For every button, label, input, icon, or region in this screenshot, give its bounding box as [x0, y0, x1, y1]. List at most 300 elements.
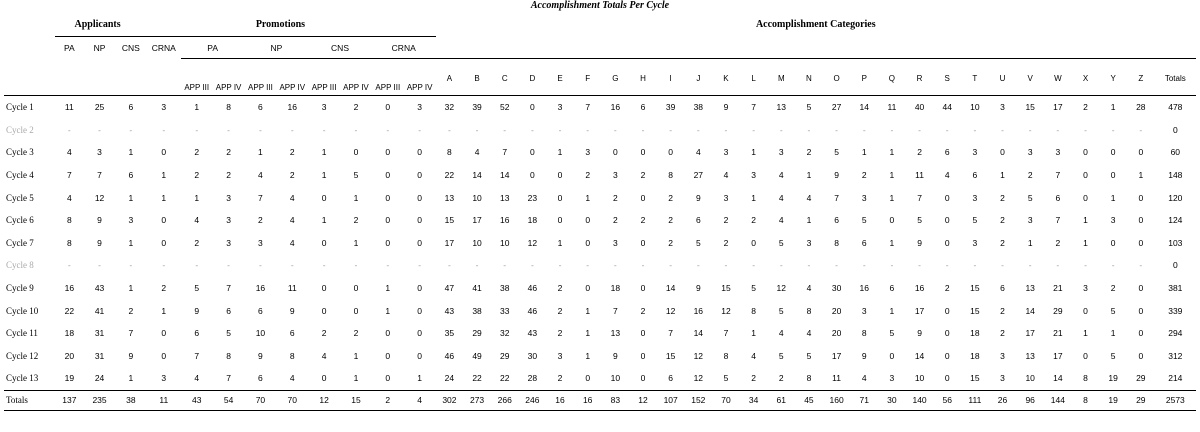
table-cell: 1 [585, 305, 591, 316]
table-cell: 3 [226, 215, 231, 226]
row-label: Cycle 7 [6, 237, 34, 248]
table-cell: 9 [861, 350, 867, 361]
category-col-i: I [657, 59, 685, 96]
promotion-col-crna: CRNA [372, 37, 436, 59]
table-cell: - [1001, 124, 1004, 135]
table-cell: - [724, 260, 728, 271]
row-label: Cycle 4 [6, 170, 34, 181]
table-cell: - [98, 124, 101, 135]
table-cell: 0 [1138, 215, 1144, 226]
category-col-t: T [961, 59, 989, 96]
table-cell: 7 [834, 192, 839, 203]
table-cell: 6 [128, 170, 134, 181]
table-cell: 7 [97, 170, 102, 181]
table-cell: - [973, 124, 977, 135]
table-body [4, 96, 1196, 391]
table-cell: 2 [1027, 170, 1033, 181]
table-cell: 3 [972, 237, 978, 248]
table-cell: - [890, 260, 894, 271]
table-cell: 2 [289, 147, 295, 158]
table-cell: 0 [161, 215, 167, 226]
table-cell: 0 [321, 373, 327, 384]
row-label: Cycle 5 [6, 192, 34, 203]
table-cell: - [696, 260, 700, 271]
table-cell: 2 [1072, 96, 1100, 119]
table-cell: 0 [640, 237, 646, 248]
table-cell: 5 [1027, 192, 1033, 203]
table-cell: 14 [693, 328, 704, 339]
table-cell: 0 [1083, 305, 1088, 316]
table-cell: - [945, 260, 949, 271]
table-cell: 2 [1000, 192, 1005, 203]
table-cell: 13 [1025, 350, 1035, 361]
table-cell: 5 [795, 96, 823, 119]
table-cell: 46 [527, 283, 538, 294]
table-cell: 6 [1055, 192, 1061, 203]
table-cell: 7 [194, 350, 200, 361]
table-cell: 0 [612, 147, 618, 158]
table-cell: 3 [861, 192, 867, 203]
table-row [4, 164, 1196, 187]
table-row [4, 367, 1196, 390]
table-cell: 0 [640, 373, 646, 384]
table-cell: 1 [1110, 192, 1116, 203]
table-cell: - [890, 124, 894, 135]
table-cell: 1 [889, 192, 895, 203]
table-cell: 0 [1138, 237, 1144, 248]
table-cell: 4 [944, 170, 950, 181]
table-cell: 43 [527, 328, 538, 339]
table-cell: 2 [612, 192, 618, 203]
table-cell: 1 [889, 237, 895, 248]
totals-cell: 71 [850, 390, 878, 410]
table-cell: 1 [353, 237, 359, 248]
table-cell: 2 [194, 237, 200, 248]
promotion-col-pa: PA [181, 37, 245, 59]
table-cell: 3 [128, 215, 134, 226]
table-cell: 0 [944, 192, 950, 203]
table-cell: 10 [499, 237, 510, 248]
table-cell: 0 [944, 328, 950, 339]
category-col-d: D [519, 59, 547, 96]
row-total-cell: 120 [1168, 192, 1183, 203]
table-cell: 0 [1110, 170, 1116, 181]
table-cell: - [129, 124, 133, 135]
subgroup-header-row [4, 37, 1196, 59]
table-cell: - [835, 124, 839, 135]
totals-cell: 8 [1072, 390, 1100, 410]
table-cell: 0 [889, 350, 895, 361]
table-cell: 3 [1083, 283, 1088, 294]
table-cell: - [475, 260, 479, 271]
table-cell: 6 [194, 328, 200, 339]
table-cell: 32 [436, 96, 464, 119]
corner-cell [4, 37, 55, 59]
table-cell: 7 [668, 328, 674, 339]
table-cell: 4 [289, 192, 295, 203]
table-cell: 6 [1000, 283, 1005, 294]
table-cell: - [779, 124, 783, 135]
table-cell: 4 [258, 170, 263, 181]
group-header-row [4, 12, 1196, 37]
table-cell: - [1001, 260, 1004, 271]
table-cell: - [641, 260, 645, 271]
table-row [4, 254, 1196, 277]
table-cell: 2 [321, 328, 327, 339]
table-cell: 7 [66, 170, 72, 181]
table-cell: - [354, 124, 358, 135]
table-cell: 1 [1083, 328, 1088, 339]
table-cell: - [669, 260, 673, 271]
totals-cell: 61 [767, 390, 795, 410]
table-cell: 0 [640, 283, 646, 294]
table-cell: - [1084, 124, 1087, 135]
table-cell: - [447, 260, 451, 271]
table-cell: 1 [1083, 215, 1088, 226]
table-cell: 2 [612, 215, 618, 226]
table-cell: 19 [64, 373, 75, 384]
table-cell: 1 [161, 192, 167, 203]
table-cell: 8 [1083, 373, 1088, 384]
table-cell: 2 [194, 147, 200, 158]
table-cell: 28 [1127, 96, 1155, 119]
table-cell: 5 [1110, 305, 1116, 316]
table-cell: - [447, 124, 451, 135]
category-col-b: B [463, 59, 491, 96]
table-cell: 3 [972, 147, 978, 158]
table-row [4, 141, 1196, 164]
totals-cell: 107 [657, 390, 685, 410]
totals-cell: 45 [795, 390, 823, 410]
table-cell: 4 [806, 328, 812, 339]
table-cell: 0 [1138, 328, 1144, 339]
promotions-group-header: Promotions [255, 18, 306, 30]
table-cell: - [862, 124, 866, 135]
table-cell: 16 [859, 283, 869, 294]
table-cell: 3 [97, 147, 102, 158]
category-col-e: E [546, 59, 574, 96]
table-cell: 52 [491, 96, 519, 119]
totals-cell: 83 [602, 390, 630, 410]
table-cell: 15 [665, 350, 676, 361]
category-col-y: Y [1099, 59, 1127, 96]
table-cell: 33 [499, 305, 510, 316]
table-cell: 1 [861, 147, 867, 158]
table-cell: - [195, 260, 199, 271]
table-cell: 2 [161, 283, 167, 294]
table-cell: 5 [834, 147, 839, 158]
table-cell: 1 [385, 283, 391, 294]
applicant-col-crna: CRNA [147, 37, 181, 59]
table-cell: 4 [66, 147, 72, 158]
table-cell: 9 [712, 96, 740, 119]
table-cell: 28 [527, 373, 538, 384]
table-cell: 0 [1083, 170, 1088, 181]
table-cell: 3 [1055, 147, 1061, 158]
table-cell: 2 [723, 237, 729, 248]
table-cell: - [724, 124, 728, 135]
table-cell: 0 [1138, 350, 1144, 361]
table-cell: - [322, 260, 326, 271]
table-cell: 0 [668, 147, 674, 158]
table-cell: 5 [194, 283, 200, 294]
table-cell: - [67, 124, 71, 135]
table-cell: 9 [97, 215, 102, 226]
category-col-z: Z [1127, 59, 1155, 96]
table-cell: 0 [944, 350, 950, 361]
table-cell: 7 [1055, 215, 1061, 226]
table-cell: 5 [778, 350, 784, 361]
table-cell: 0 [530, 170, 535, 181]
table-cell: 3 [1000, 350, 1005, 361]
table-cell: - [1084, 260, 1087, 271]
table-cell: 1 [417, 373, 423, 384]
table-cell: 1 [889, 305, 895, 316]
table-cell: - [475, 124, 479, 135]
table-cell: - [613, 260, 617, 271]
table-cell: 43 [444, 305, 455, 316]
table-cell: 2 [1055, 237, 1061, 248]
table-cell: 3 [989, 96, 1017, 119]
table-cell: 3 [751, 170, 756, 181]
table-cell: 1 [321, 215, 327, 226]
row-total-cell: 339 [1168, 305, 1183, 316]
table-cell: 0 [385, 328, 391, 339]
totals-cell: 302 [436, 390, 464, 410]
table-cell: 0 [321, 283, 327, 294]
table-cell: 6 [861, 237, 867, 248]
table-cell: - [1139, 124, 1143, 135]
table-cell: - [195, 124, 199, 135]
category-col-s: S [933, 59, 961, 96]
table-cell: - [669, 124, 673, 135]
table-cell: 6 [258, 373, 263, 384]
table-cell: 0 [751, 237, 756, 248]
table-cell: 1 [385, 305, 391, 316]
table-cell: 5 [226, 328, 231, 339]
table-cell: 3 [723, 147, 729, 158]
table-cell: 0 [557, 170, 563, 181]
table-cell: 29 [472, 328, 482, 339]
table-cell: 14 [1025, 305, 1035, 316]
table-cell: 5 [861, 215, 867, 226]
table-cell: 0 [385, 237, 391, 248]
table-cell: 2 [640, 170, 646, 181]
table-cell: 9 [194, 305, 200, 316]
table-cell: - [129, 260, 133, 271]
table-row [4, 277, 1196, 300]
table-cell: 8 [806, 305, 812, 316]
table-cell: 0 [417, 215, 423, 226]
table-cell: 16 [255, 283, 266, 294]
table-cell: 15 [1016, 96, 1044, 119]
table-cell: 0 [1138, 147, 1144, 158]
table-cell: 5 [695, 237, 701, 248]
table-cell: 5 [917, 215, 922, 226]
category-col-n: N [795, 59, 823, 96]
table-cell: 0 [640, 350, 646, 361]
table-cell: 0 [417, 283, 423, 294]
table-cell: 4 [66, 192, 72, 203]
table-cell: 23 [527, 192, 538, 203]
table-row [4, 322, 1196, 345]
table-cell: 1 [128, 283, 134, 294]
table-cell: 8 [861, 328, 867, 339]
table-cell: 1 [889, 170, 895, 181]
table-cell: 6 [226, 305, 231, 316]
table-cell: 0 [417, 305, 423, 316]
table-cell: 4 [806, 283, 812, 294]
table-cell: 7 [723, 328, 729, 339]
table-cell: - [918, 260, 921, 271]
table-cell: 0 [557, 192, 563, 203]
totals-cell: 140 [906, 390, 934, 410]
categories-group-header: Accomplishment Categories [755, 18, 876, 30]
category-col-h: H [629, 59, 657, 96]
table-cell: 9 [97, 237, 102, 248]
category-col-u: U [989, 59, 1017, 96]
totals-cell: 137 [55, 390, 85, 410]
table-cell: 1 [751, 192, 756, 203]
table-cell: 31 [94, 328, 105, 339]
table-cell: 1 [353, 192, 359, 203]
table-cell: 15 [970, 305, 980, 316]
row-total-cell: 214 [1168, 373, 1183, 384]
totals-cell: 43 [181, 390, 213, 410]
table-cell: 2 [289, 170, 295, 181]
table-cell: 12 [776, 283, 787, 294]
table-cell: 3 [778, 147, 784, 158]
table-cell: 0 [1083, 350, 1088, 361]
table-cell: - [558, 260, 562, 271]
table-cell: - [418, 124, 422, 135]
totals-cell: 235 [84, 390, 115, 410]
table-cell: 1 [353, 350, 359, 361]
totals-cell: 266 [491, 390, 519, 410]
table-cell: 1 [1027, 237, 1033, 248]
table-cell: 3 [612, 170, 618, 181]
table-cell: 2 [778, 373, 784, 384]
table-cell: 8 [289, 350, 295, 361]
totals-cell: 96 [1016, 390, 1044, 410]
table-cell: 2 [226, 170, 231, 181]
table-cell: 16 [276, 96, 308, 119]
table-cell: 3 [585, 147, 591, 158]
corner-cell [4, 12, 55, 37]
app-level-header: APP IV [276, 59, 308, 96]
table-cell: 2 [585, 170, 591, 181]
table-cell: 32 [499, 328, 510, 339]
table-cell: 40 [906, 96, 934, 119]
totals-row-label: Totals [4, 390, 55, 410]
table-cell: 6 [258, 305, 263, 316]
table-cell: 30 [831, 283, 842, 294]
table-cell: 0 [385, 170, 391, 181]
table-cell: - [807, 124, 811, 135]
table-cell: 0 [417, 328, 423, 339]
table-cell: 16 [914, 283, 925, 294]
applicants-group-header: Applicants [74, 18, 121, 30]
table-cell: 10 [961, 96, 989, 119]
table-cell: 2 [1000, 305, 1005, 316]
table-cell: 9 [834, 170, 839, 181]
table-cell: 19 [1108, 373, 1118, 384]
table-cell: 30 [527, 350, 538, 361]
row-label: Cycle 12 [6, 350, 39, 361]
table-cell: 2 [806, 147, 812, 158]
table-cell: 12 [721, 305, 731, 316]
table-cell: - [503, 260, 507, 271]
table-cell: - [503, 124, 507, 135]
table-cell: 18 [527, 215, 538, 226]
table-cell: 7 [502, 147, 508, 158]
table-cell: 7 [917, 192, 922, 203]
table-cell: 8 [66, 215, 72, 226]
table-cell: 11 [287, 283, 297, 294]
totals-cell: 111 [961, 390, 989, 410]
table-cell: 13 [767, 96, 795, 119]
table-cell: - [1111, 124, 1115, 135]
table-cell: 2 [944, 283, 950, 294]
table-cell: 3 [258, 237, 263, 248]
table-cell: 15 [721, 283, 731, 294]
spacer-cell [115, 59, 147, 96]
table-cell: 38 [499, 283, 510, 294]
category-col-j: J [684, 59, 712, 96]
table-cell: 3 [546, 96, 574, 119]
table-cell: 20 [831, 328, 842, 339]
table-cell: 5 [972, 215, 978, 226]
table-cell: - [354, 260, 358, 271]
table-cell: 1 [557, 147, 563, 158]
table-cell: 4 [723, 170, 729, 181]
app-level-header: APP IV [213, 59, 245, 96]
table-cell: 3 [861, 305, 867, 316]
totals-cell: 29 [1127, 390, 1155, 410]
table-cell: 24 [94, 373, 105, 384]
table-cell: - [386, 260, 390, 271]
table-cell: 0 [161, 350, 167, 361]
table-cell: 3 [1110, 215, 1116, 226]
totals-cell: 144 [1044, 390, 1072, 410]
category-col-w: W [1044, 59, 1072, 96]
table-cell: 16 [499, 215, 510, 226]
table-cell: - [1139, 260, 1143, 271]
table-cell: 1 [321, 147, 327, 158]
table-cell: 2 [917, 147, 922, 158]
table-cell: 0 [385, 192, 391, 203]
table-cell: 8 [226, 350, 231, 361]
totals-cell: 16 [574, 390, 602, 410]
table-cell: 0 [640, 147, 646, 158]
spacer-cell [4, 59, 55, 96]
table-cell: - [162, 260, 166, 271]
table-row [4, 299, 1196, 322]
table-row [4, 96, 1196, 119]
table-cell: 8 [834, 237, 839, 248]
table-cell: 7 [258, 192, 263, 203]
table-cell: 0 [519, 96, 547, 119]
table-cell: 18 [970, 350, 980, 361]
table-cell: 22 [499, 373, 510, 384]
totals-row [4, 390, 1196, 410]
table-cell: 4 [289, 215, 295, 226]
row-total-cell: 103 [1168, 237, 1183, 248]
table-cell: 29 [499, 350, 510, 361]
category-col-x: X [1072, 59, 1100, 96]
table-cell: 2 [668, 237, 674, 248]
category-col-g: G [602, 59, 630, 96]
